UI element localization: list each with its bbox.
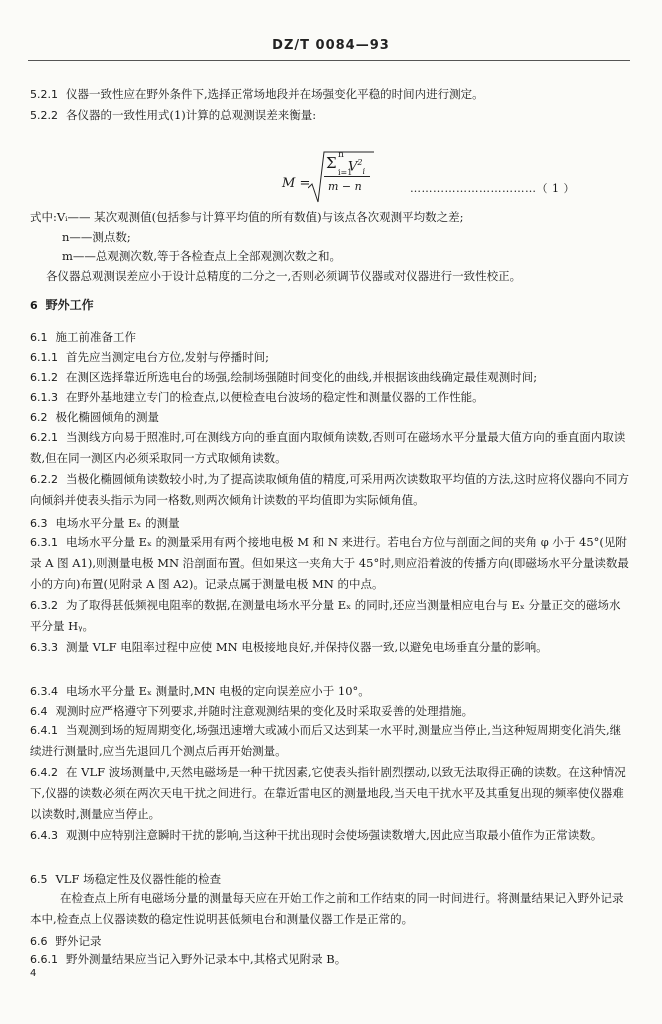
clause-6-3-2 [30, 595, 630, 637]
clause-number: 6.2 [30, 411, 48, 424]
clause-6-6 [30, 934, 630, 949]
clause-text: 首先应当测定电台方位,发射与停播时间; [66, 350, 270, 364]
clause-number: 6.3.2 [30, 599, 58, 612]
section-6-heading [30, 298, 630, 313]
clause-number: 6.4.2 [30, 766, 58, 779]
clause-6-2-2 [30, 469, 630, 511]
clause-number: 6.5 [30, 873, 48, 886]
clause-number: 6.2.2 [30, 473, 58, 486]
clause-text: 电场水平分量 Eₓ 的测量 [55, 516, 180, 530]
document-header-code: DZ/T 0084—93 [272, 38, 390, 53]
clause-text: 测量 VLF 电阻率过程中应使 MN 电极接地良好,并保持仪器一致,以避免电场垂直分量的影响。 [66, 640, 548, 654]
clause-6-2-1 [30, 427, 630, 469]
page-number: 4 [30, 968, 37, 979]
formula-sum-top: n [338, 150, 344, 160]
sigma-icon: Σ [326, 154, 337, 172]
clause-6-1-1 [30, 350, 630, 365]
clause-number: 5.2.1 [30, 88, 58, 101]
clause-text: 当测线方向易于照准时,可在测线方向的垂直面内取倾角读数,否则可在磁场水平分量最大值方向的垂直面内取读数,但在同一测区内必须采取同一方式取倾角读数。 [30, 430, 626, 465]
clause-6-3 [30, 516, 630, 531]
where-vi: 式中:Vᵢ—— 某次观测值(包括参与计算平均值的所有数值)与该点各次观测平均数之差; [30, 210, 464, 224]
clause-text: 仪器一致性应在野外条件下,选择正常场地段并在场强变化平稳的时间内进行测定。 [66, 87, 484, 101]
clause-number: 6.3.1 [30, 536, 58, 549]
formula-sum-low: i=1 [338, 168, 353, 177]
clause-text: 极化椭圆倾角的测量 [55, 410, 159, 424]
clause-5-2-2 [30, 108, 630, 123]
paragraph-tolerance: 各仪器总观测误差应小于设计总精度的二分之一,否则必须调节仪器或对仪器进行一致性校正。 [46, 269, 522, 283]
clause-5-2-1 [30, 87, 630, 102]
clause-number: 6.4.3 [30, 829, 58, 842]
clause-6-3-3 [30, 637, 630, 658]
formula-1 [282, 148, 392, 204]
clause-number: 5.2.2 [30, 109, 58, 122]
clause-text: 在测区选择靠近所选电台的场强,绘制场强随时间变化的曲线,并根据该曲线确定最佳观测时间; [66, 370, 538, 384]
equation-number: ……………………………（ 1 ） [410, 182, 575, 195]
clause-6-4-2 [30, 762, 630, 825]
clause-number: 6.2.1 [30, 431, 58, 444]
clause-6-2 [30, 410, 630, 425]
clause-6-1-2 [30, 370, 630, 385]
clause-6-4-1 [30, 720, 630, 762]
clause-text: 野外测量结果应当记入野外记录本中,其格式见附录 B。 [66, 952, 347, 966]
clause-text: 施工前准备工作 [55, 330, 136, 344]
clause-number: 6.1 [30, 331, 48, 344]
clause-6-1-3 [30, 390, 630, 405]
clause-6-3-1 [30, 532, 630, 595]
clause-6-5 [30, 872, 630, 887]
clause-6-4 [30, 704, 630, 719]
section-title: 野外工作 [45, 298, 94, 312]
clause-text: 野外记录 [55, 934, 102, 948]
where-n: n——测点数; [62, 230, 131, 244]
clause-number: 6.1.3 [30, 391, 58, 404]
clause-number: 6.4 [30, 705, 48, 718]
clause-text: 观测时应严格遵守下列要求,并随时注意观测结果的变化及时采取妥善的处理措施。 [55, 704, 474, 718]
clause-number: 6.6.1 [30, 953, 58, 966]
clause-number: 6.1.1 [30, 351, 58, 364]
clause-text: 当观测到场的短周期变化,场强迅速增大或减小而后又达到某一水平时,测量应当停止,当这种短周期变化消失,继续进行测量时,应当先退回几个测点后再开始测量。 [30, 723, 622, 758]
clause-6-6-1 [30, 952, 630, 967]
formula-term-v: V [348, 159, 358, 175]
header-rule [28, 60, 630, 61]
clause-number: 6.4.1 [30, 724, 58, 737]
clause-text: 观测中应特别注意瞬时干扰的影响,当这种干扰出现时会使场强读数增大,因此应当取最小值作为正常读数。 [66, 828, 603, 842]
clause-text: 当极化椭圆倾角读数较小时,为了提高读取倾角值的精度,可采用两次读数取平均值的方法,这时应将仪器向不同方向倾斜并使表头指示为同一格数,则两次倾角计读数的平均值即为实际倾角值。 [30, 472, 629, 507]
clause-number: 6.3.4 [30, 685, 58, 698]
clause-text: 在 VLF 波场测量中,天然电磁场是一种干扰因素,它使表头指针剧烈摆动,以致无法取得正确的读数。在这种情况下,仪器的读数必须在两次天电干扰之间进行。在靠近雷电区的测量地段,当天电干扰水平及其重复出现的频率使仪器难以读数时,测量应当停止。 [30, 765, 626, 821]
fraction-bar [324, 176, 370, 177]
paragraph-6-5: 在检查点上所有电磁场分量的测量每天应在开始工作之前和工作结束的同一时间进行。将测量结果记入野外记录本中,检查点上仪器读数的稳定性说明甚低频电台和测量仪器工作是正常的。 [30, 891, 624, 926]
clause-number: 6.3 [30, 517, 48, 530]
clause-6-3-4 [30, 684, 630, 699]
clause-6-1 [30, 330, 630, 345]
clause-text: 在野外基地建立专门的检查点,以便检查电台波场的稳定性和测量仪器的工作性能。 [66, 390, 484, 404]
clause-number: 6.6 [30, 935, 48, 948]
clause-text: 各仪器的一致性用式(1)计算的总观测误差来衡量: [66, 108, 317, 122]
formula-term: $V^2_i$ [348, 158, 366, 176]
clause-text: 电场水平分量 Eₓ 测量时,MN 电极的定向误差应小于 10°。 [66, 684, 370, 698]
formula-denominator: m − n [328, 180, 362, 193]
clause-text: 电场水平分量 Eₓ 的测量采用有两个接地电极 M 和 N 来进行。若电台方位与剖面之间的夹角 φ 小于 45°(见附录 A 图 A1),则测量电极 MN 沿剖面布置。但如果这一夹角大于 45°时,则应沿着波的传播方向(即磁场水平分量读数最小的方向)布置(见附录 A 图 A2)。记录点属于测量电极 MN 的中点。 [30, 535, 629, 591]
formula-lhs: M = [282, 176, 311, 191]
where-m: m——总观测次数,等于各检查点上全部观测次数之和。 [62, 249, 342, 263]
clause-text: VLF 场稳定性及仪器性能的检查 [55, 872, 222, 886]
clause-6-4-3 [30, 825, 630, 846]
clause-text: 为了取得甚低频视电阻率的数据,在测量电场水平分量 Eₓ 的同时,还应当测量相应电台与 Eₓ 分量正交的磁场水平分量 Hᵧ。 [30, 598, 621, 633]
section-number: 6 [30, 299, 38, 312]
clause-number: 6.3.3 [30, 641, 58, 654]
clause-number: 6.1.2 [30, 371, 58, 384]
